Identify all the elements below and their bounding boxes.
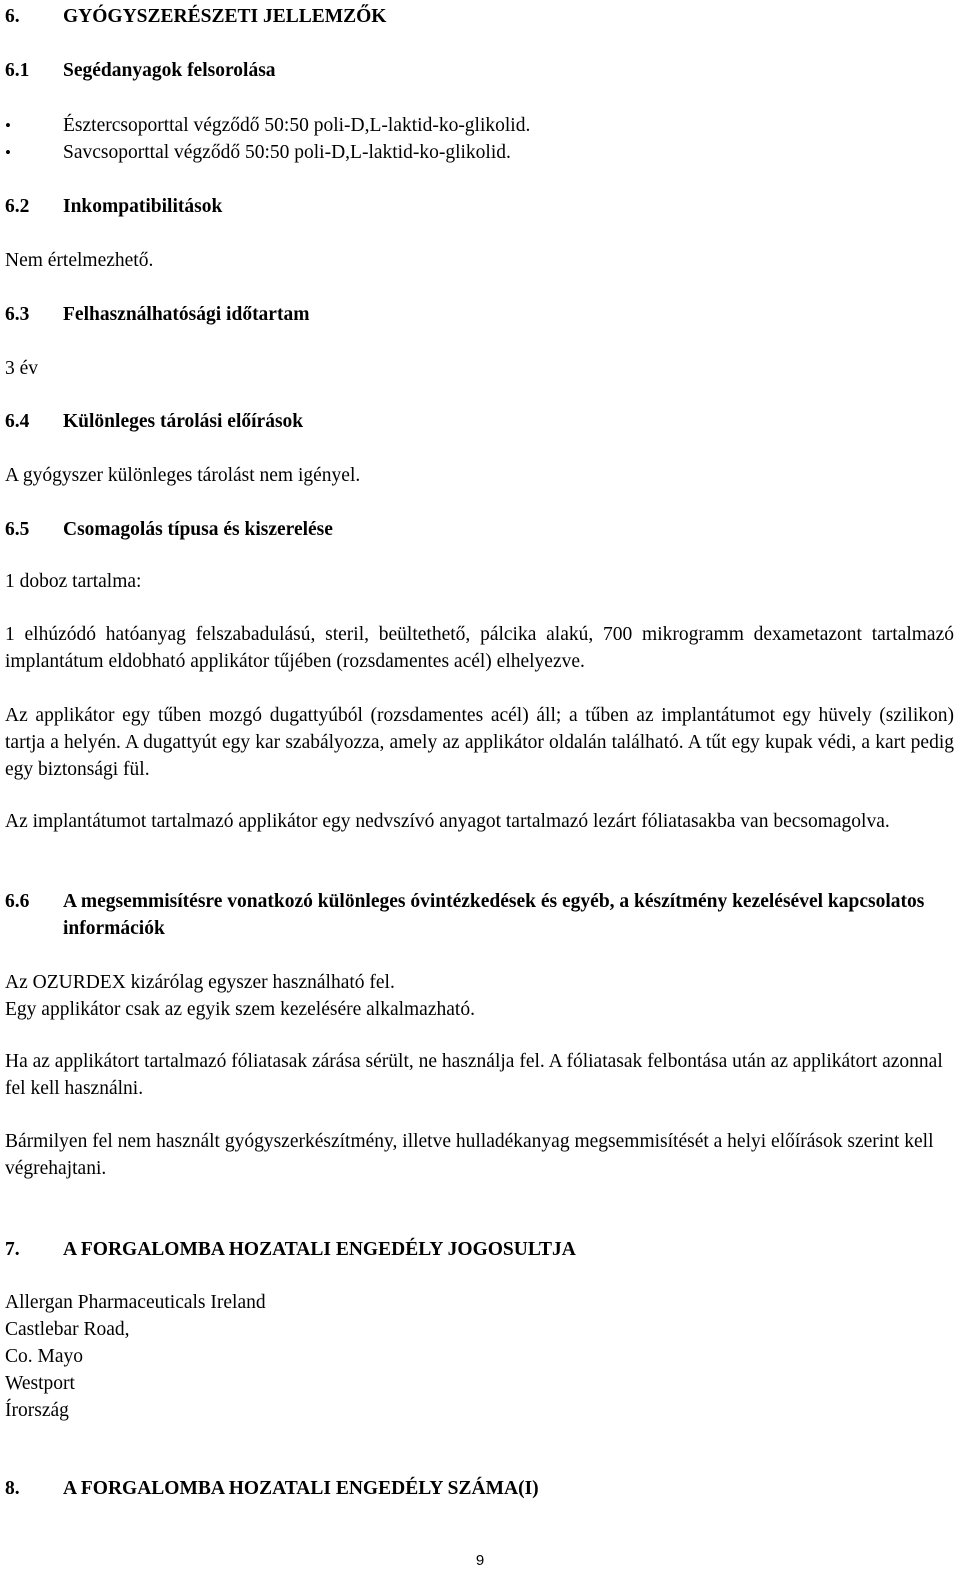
- paragraph: [5, 969, 954, 1023]
- section-number: 6.: [5, 6, 20, 27]
- address-line: Írország: [5, 1400, 69, 1421]
- section-6-5-heading: [5, 516, 954, 543]
- section-number: 6.5: [5, 519, 30, 540]
- paragraph: Ha az applikátort tartalmazó fóliatasak zárása sérült, ne használja fel. A fóliatasak felbontása után az applikátort azonnal fel kell használni.: [5, 1051, 943, 1099]
- address-line: Westport: [5, 1373, 75, 1394]
- section-6-1-heading: [5, 57, 954, 84]
- section-number: 6.6: [5, 891, 30, 912]
- paragraph: Bármilyen fel nem használt gyógyszerkészítmény, illetve hulladékanyag megsemmisítését a helyi előírások szerint kell végrehajtani.: [5, 1131, 934, 1179]
- section-title: Segédanyagok felsorolása: [63, 60, 276, 81]
- section-6-3-heading: [5, 301, 954, 328]
- bullet-icon: [5, 112, 63, 139]
- list-item-text: Észtercsoporttal végződő 50:50 poli-D,L-laktid-ko-glikolid.: [63, 115, 531, 136]
- section-7-heading: [5, 1236, 954, 1263]
- list-item-text: Savcsoporttal végződő 50:50 poli-D,L-laktid-ko-glikolid.: [63, 142, 511, 163]
- section-8-heading: [5, 1475, 954, 1502]
- section-title: A megsemmisítésre vonatkozó különleges óvintézkedések és egyéb, a készítmény kezelésével kapcsolatos információk: [63, 891, 925, 939]
- section-title: A FORGALOMBA HOZATALI ENGEDÉLY SZÁMA(I): [63, 1478, 539, 1499]
- section-6-2-heading: [5, 193, 954, 220]
- section-title: Csomagolás típusa és kiszerelése: [63, 519, 333, 540]
- section-6-6-heading: [5, 888, 954, 942]
- section-title: GYÓGYSZERÉSZETI JELLEMZŐK: [63, 6, 387, 27]
- paragraph: 1 doboz tartalma:: [5, 571, 142, 592]
- section-number: 8.: [5, 1478, 20, 1499]
- address-line: Allergan Pharmaceuticals Ireland: [5, 1292, 266, 1313]
- paragraph: Az implantátumot tartalmazó applikátor egy nedvszívó anyagot tartalmazó lezárt fóliatasakba van becsomagolva.: [5, 811, 890, 832]
- paragraph: Nem értelmezhető.: [5, 250, 154, 271]
- section-number: 7.: [5, 1239, 20, 1260]
- section-number: 6.2: [5, 196, 30, 217]
- list-item: [5, 112, 954, 139]
- section-title: Különleges tárolási előírások: [63, 411, 304, 432]
- section-6-4-heading: [5, 408, 954, 435]
- section-title: Felhasználhatósági időtartam: [63, 304, 310, 325]
- section-number: 6.1: [5, 60, 30, 81]
- text-line: Az OZURDEX kizárólag egyszer használható fel.: [5, 972, 395, 993]
- section-6-heading: [5, 3, 954, 30]
- address-line: Co. Mayo: [5, 1346, 83, 1367]
- text-line: Egy applikátor csak az egyik szem kezelésére alkalmazható.: [5, 999, 475, 1020]
- page-number: 9: [475, 1552, 485, 1569]
- paragraph: 3 év: [5, 358, 39, 379]
- paragraph: A gyógyszer különleges tárolást nem igényel.: [5, 465, 361, 486]
- bullet-icon: [5, 139, 63, 166]
- address-block: [5, 1289, 954, 1424]
- paragraph: Az applikátor egy tűben mozgó dugattyúból (rozsdamentes acél) áll; a tűben az implantátumot egy hüvely (szilikon) tartja a helyén. A dugattyút egy kar szabályozza, amely az applikátor oldalán található. A tűt egy kupak védi, a kart pedig egy biztonsági fül.: [5, 705, 954, 780]
- paragraph: 1 elhúzódó hatóanyag felszabadulású, steril, beültethető, pálcika alakú, 700 mikrogramm dexametazont tartalmazó implantátum eldobható applikátor tűjében (rozsdamentes acél) elhelyezve.: [5, 624, 954, 672]
- section-number: 6.3: [5, 304, 30, 325]
- section-number: 6.4: [5, 411, 30, 432]
- address-line: Castlebar Road,: [5, 1319, 130, 1340]
- section-title: A FORGALOMBA HOZATALI ENGEDÉLY JOGOSULTJA: [63, 1239, 576, 1260]
- section-title: Inkompatibilitások: [63, 196, 223, 217]
- list-item: [5, 139, 954, 166]
